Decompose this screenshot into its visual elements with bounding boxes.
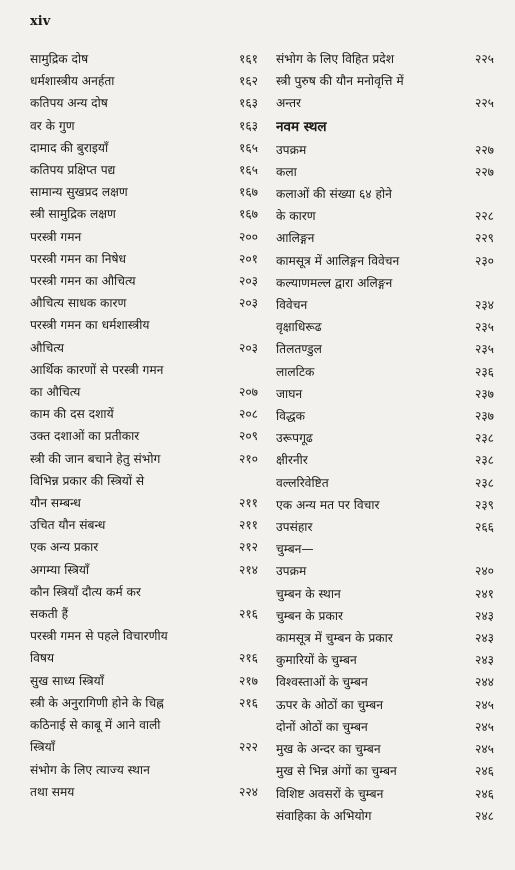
entry-title: कठिनाई से काबू में आने वाली bbox=[30, 718, 161, 733]
toc-entry bbox=[276, 139, 496, 161]
entry-title: वर के गुण bbox=[30, 118, 75, 133]
toc-entry bbox=[276, 694, 496, 716]
section-heading bbox=[276, 115, 496, 139]
entry-page-number: २३९ bbox=[474, 497, 494, 512]
entry-page-number: २२५ bbox=[474, 96, 494, 111]
entry-page-number: २१६ bbox=[238, 607, 258, 622]
toc-entry bbox=[30, 181, 260, 203]
toc-entry bbox=[30, 736, 260, 758]
entry-page-number: २४३ bbox=[474, 631, 494, 646]
entry-title: नवम स्थल bbox=[276, 118, 327, 135]
toc-entry bbox=[30, 226, 260, 248]
toc-entry bbox=[30, 581, 260, 603]
entry-title: कौन स्त्रियाँ दौत्य कर्म कर bbox=[30, 584, 141, 599]
toc-entry bbox=[276, 48, 496, 70]
toc-entry bbox=[30, 248, 260, 270]
toc-entry bbox=[276, 738, 496, 760]
entry-page-number: २३५ bbox=[474, 320, 494, 335]
toc-entry bbox=[30, 292, 260, 314]
entry-page-number: २४८ bbox=[474, 808, 494, 823]
toc-entry bbox=[276, 649, 496, 671]
entry-title: परस्त्री गमन का औचित्य bbox=[30, 274, 136, 289]
entry-page-number: २४६ bbox=[474, 786, 494, 801]
entry-page-number: २०१ bbox=[238, 251, 258, 266]
entry-title: आलिङ्गन bbox=[276, 231, 315, 246]
toc-entry bbox=[276, 605, 496, 627]
entry-page-number: २४५ bbox=[474, 697, 494, 712]
entry-page-number: २०९ bbox=[238, 429, 258, 444]
toc-entry bbox=[276, 805, 496, 827]
entry-title: कतिपय अन्य दोष bbox=[30, 96, 108, 111]
entry-page-number: २३५ bbox=[474, 342, 494, 357]
entry-title: औचित्य साधक कारण bbox=[30, 296, 127, 311]
toc-entry bbox=[276, 760, 496, 782]
toc-entry bbox=[276, 272, 496, 294]
entry-title: एक अन्य प्रकार bbox=[30, 540, 99, 555]
toc-entry bbox=[276, 716, 496, 738]
page-number: xiv bbox=[30, 14, 51, 29]
entry-page-number: २०८ bbox=[238, 407, 258, 422]
toc-entry bbox=[30, 448, 260, 470]
entry-page-number: १६३ bbox=[238, 118, 258, 133]
toc-entry bbox=[276, 361, 496, 383]
entry-title: परस्त्री गमन का धर्मशास्त्रीय bbox=[30, 318, 150, 333]
toc-entry bbox=[30, 759, 260, 781]
toc-entry bbox=[276, 560, 496, 582]
entry-page-number: २४१ bbox=[474, 586, 494, 601]
toc-entry bbox=[276, 405, 496, 427]
toc-entry bbox=[30, 159, 260, 181]
entry-title: संभोग के लिए त्याज्य स्थान bbox=[30, 762, 150, 777]
toc-entry bbox=[30, 647, 260, 669]
entry-page-number: २३४ bbox=[474, 298, 494, 313]
toc-entry bbox=[30, 203, 260, 225]
entry-title: कल्याणमल्ल द्वारा अलिङ्गन bbox=[276, 275, 393, 290]
entry-title: आर्थिक कारणों से परस्त्री गमन bbox=[30, 362, 164, 377]
toc-entry bbox=[276, 70, 496, 92]
entry-page-number: २१२ bbox=[238, 540, 258, 555]
toc-entry bbox=[276, 92, 496, 114]
entry-title: धर्मशास्त्रीय अनर्हता bbox=[30, 74, 115, 89]
toc-entry bbox=[276, 227, 496, 249]
entry-title: उपसंहार bbox=[276, 520, 313, 535]
entry-page-number: २४६ bbox=[474, 764, 494, 779]
toc-entry bbox=[30, 48, 260, 70]
toc-entry bbox=[30, 92, 260, 114]
entry-page-number: १६२ bbox=[238, 74, 258, 89]
toc-entry bbox=[30, 559, 260, 581]
entry-page-number: २४३ bbox=[474, 653, 494, 668]
entry-title: स्त्री के अनुरागिणी होने के चिह्न bbox=[30, 695, 164, 710]
entry-page-number: २६६ bbox=[474, 520, 494, 535]
entry-title: विद्धक bbox=[276, 409, 306, 424]
toc-entry bbox=[30, 692, 260, 714]
entry-title: विशिष्ट अवसरों के चुम्बन bbox=[276, 786, 384, 801]
toc-entry bbox=[276, 494, 496, 516]
toc-entry bbox=[30, 270, 260, 292]
entry-title: उरूपगूढ bbox=[276, 431, 313, 446]
toc-entry bbox=[276, 516, 496, 538]
toc-entry bbox=[30, 425, 260, 447]
toc-entry bbox=[30, 403, 260, 425]
entry-title: मुख से भिन्न अंगों का चुम्बन bbox=[276, 764, 397, 779]
entry-title: परस्त्री गमन bbox=[30, 229, 82, 244]
entry-title: संवाहिका के अभियोग bbox=[276, 808, 372, 823]
toc-entry bbox=[30, 603, 260, 625]
entry-page-number: २११ bbox=[238, 496, 258, 511]
entry-page-number: २१६ bbox=[238, 651, 258, 666]
entry-title: स्त्रियाँ bbox=[30, 740, 55, 755]
entry-page-number: २४५ bbox=[474, 742, 494, 757]
entry-title: यौन सम्बन्ध bbox=[30, 496, 81, 511]
entry-title: स्त्री की जान बचाने हेतु संभोग bbox=[30, 451, 161, 466]
entry-title: कुमारियों के चुम्बन bbox=[276, 653, 357, 668]
entry-page-number: २११ bbox=[238, 518, 258, 533]
entry-title: काम की दस दशायें bbox=[30, 407, 114, 422]
entry-page-number: २१६ bbox=[238, 695, 258, 710]
entry-title: विभिन्न प्रकार की स्त्रियों से bbox=[30, 473, 145, 488]
entry-page-number: २४० bbox=[474, 564, 494, 579]
entry-title: दोनों ओठों का चुम्बन bbox=[276, 719, 368, 734]
entry-title: सकती हैं bbox=[30, 607, 69, 622]
entry-title: विवेचन bbox=[276, 298, 308, 313]
entry-title: का औचित्य bbox=[30, 385, 81, 400]
toc-entry bbox=[276, 294, 496, 316]
entry-title: तथा समय bbox=[30, 784, 75, 799]
entry-page-number: २४३ bbox=[474, 608, 494, 623]
toc-entry bbox=[276, 583, 496, 605]
entry-title: स्त्री सामुद्रिक लक्षण bbox=[30, 207, 116, 222]
toc-entry bbox=[276, 538, 496, 560]
toc-entry bbox=[276, 427, 496, 449]
entry-title: कला bbox=[276, 164, 297, 179]
entry-title: कलाओं की संख्या ६४ होने bbox=[276, 187, 392, 202]
entry-page-number: २३८ bbox=[474, 431, 494, 446]
entry-title: सुख साध्य स्त्रियाँ bbox=[30, 673, 104, 688]
entry-page-number: २२७ bbox=[474, 142, 494, 157]
entry-page-number: १६७ bbox=[238, 185, 258, 200]
entry-title: तिलतण्डुल bbox=[276, 342, 322, 357]
entry-page-number: २०३ bbox=[238, 340, 258, 355]
toc-entry bbox=[30, 714, 260, 736]
toc-entry bbox=[276, 205, 496, 227]
toc-entry bbox=[276, 161, 496, 183]
entry-title: ऊपर के ओठों का चुम्बन bbox=[276, 697, 383, 712]
entry-page-number: २२५ bbox=[474, 52, 494, 66]
entry-title: उपक्रम bbox=[276, 142, 307, 157]
toc-entry bbox=[30, 670, 260, 692]
toc-column-left bbox=[30, 48, 260, 803]
entry-title: कामसूत्र में आलिङ्गन विवेचन bbox=[276, 253, 400, 268]
entry-page-number: २०३ bbox=[238, 274, 258, 289]
entry-title: के कारण bbox=[276, 209, 316, 224]
toc-entry bbox=[30, 337, 260, 359]
entry-title: क्षीरनीर bbox=[276, 453, 308, 468]
entry-page-number: १६५ bbox=[238, 163, 258, 178]
entry-title: जाघन bbox=[276, 386, 303, 401]
toc-entry bbox=[30, 70, 260, 92]
entry-title: परस्त्री गमन का निषेध bbox=[30, 251, 127, 266]
entry-page-number: २२८ bbox=[474, 209, 494, 224]
entry-title: वृक्षाधिरूढ bbox=[276, 320, 322, 335]
toc-entry bbox=[276, 338, 496, 360]
toc-column-right bbox=[276, 48, 496, 827]
toc-entry bbox=[276, 250, 496, 272]
entry-page-number: २०३ bbox=[238, 296, 258, 311]
toc-entry bbox=[276, 671, 496, 693]
entry-page-number: २३८ bbox=[474, 475, 494, 490]
toc-entry bbox=[276, 627, 496, 649]
entry-title: चुम्बन के प्रकार bbox=[276, 608, 343, 623]
toc-entry bbox=[30, 359, 260, 381]
entry-title: एक अन्य मत पर विचार bbox=[276, 497, 380, 512]
toc-entry bbox=[30, 514, 260, 536]
entry-title: उपक्रम bbox=[276, 564, 307, 579]
entry-page-number: २३७ bbox=[474, 386, 494, 401]
entry-title: अगम्या स्त्रियाँ bbox=[30, 562, 90, 577]
entry-title: संभोग के लिए विहित प्रदेश bbox=[276, 52, 395, 66]
toc-entry bbox=[30, 492, 260, 514]
entry-page-number: २१० bbox=[238, 451, 258, 466]
entry-title: सामान्य सुखप्रद लक्षण bbox=[30, 185, 128, 200]
entry-page-number: २२४ bbox=[238, 784, 258, 799]
toc-entry bbox=[276, 783, 496, 805]
entry-title: कामसूत्र में चुम्बन के प्रकार bbox=[276, 631, 393, 646]
toc-entry bbox=[30, 115, 260, 137]
entry-title: स्त्री पुरुष की यौन मनोवृत्ति में bbox=[276, 74, 404, 89]
entry-page-number: २०० bbox=[238, 229, 258, 244]
entry-title: उचित यौन संबन्ध bbox=[30, 518, 106, 533]
toc-entry bbox=[30, 536, 260, 558]
entry-title: कतिपय प्रक्षिप्त पद्य bbox=[30, 163, 116, 178]
entry-page-number: १६३ bbox=[238, 96, 258, 111]
entry-page-number: २०७ bbox=[238, 385, 258, 400]
entry-page-number: २१७ bbox=[238, 673, 258, 688]
entry-page-number: १६७ bbox=[238, 207, 258, 222]
entry-page-number: १६५ bbox=[238, 140, 258, 155]
entry-page-number: १६१ bbox=[238, 52, 258, 66]
entry-title: दामाद की बुराइयाँ bbox=[30, 140, 109, 155]
entry-title: परस्त्री गमन से पहले विचारणीय bbox=[30, 629, 168, 644]
toc-entry bbox=[276, 183, 496, 205]
toc-entry bbox=[276, 472, 496, 494]
entry-page-number: २१४ bbox=[238, 562, 258, 577]
entry-page-number: २३७ bbox=[474, 409, 494, 424]
entry-page-number: २३८ bbox=[474, 453, 494, 468]
entry-title: वल्लरिवेष्टित bbox=[276, 475, 329, 490]
toc-entry bbox=[30, 314, 260, 336]
toc-entry bbox=[30, 470, 260, 492]
entry-page-number: २२२ bbox=[238, 740, 258, 755]
entry-title: विषय bbox=[30, 651, 55, 666]
toc-entry bbox=[30, 137, 260, 159]
entry-title: विश्वस्ताओं के चुम्बन bbox=[276, 675, 368, 690]
toc-entry bbox=[30, 381, 260, 403]
entry-page-number: २३० bbox=[474, 253, 494, 268]
entry-title: चुम्बन के स्थान bbox=[276, 586, 341, 601]
entry-title: अन्तर bbox=[276, 96, 301, 111]
entry-title: औचित्य bbox=[30, 340, 64, 355]
toc-entry bbox=[30, 781, 260, 803]
entry-page-number: २४५ bbox=[474, 719, 494, 734]
entry-title: चुम्बन— bbox=[276, 542, 314, 557]
entry-page-number: २२९ bbox=[474, 231, 494, 246]
toc-entry bbox=[276, 316, 496, 338]
entry-title: लालटिक bbox=[276, 364, 315, 379]
toc-entry bbox=[276, 449, 496, 471]
entry-page-number: २२७ bbox=[474, 164, 494, 179]
toc-entry bbox=[276, 383, 496, 405]
entry-page-number: २४४ bbox=[474, 675, 494, 690]
toc-entry bbox=[30, 625, 260, 647]
entry-page-number: २३६ bbox=[474, 364, 494, 379]
entry-title: मुख के अन्दर का चुम्बन bbox=[276, 742, 381, 757]
entry-title: उक्त दशाओं का प्रतीकार bbox=[30, 429, 140, 444]
entry-title: सामुद्रिक दोष bbox=[30, 52, 89, 66]
